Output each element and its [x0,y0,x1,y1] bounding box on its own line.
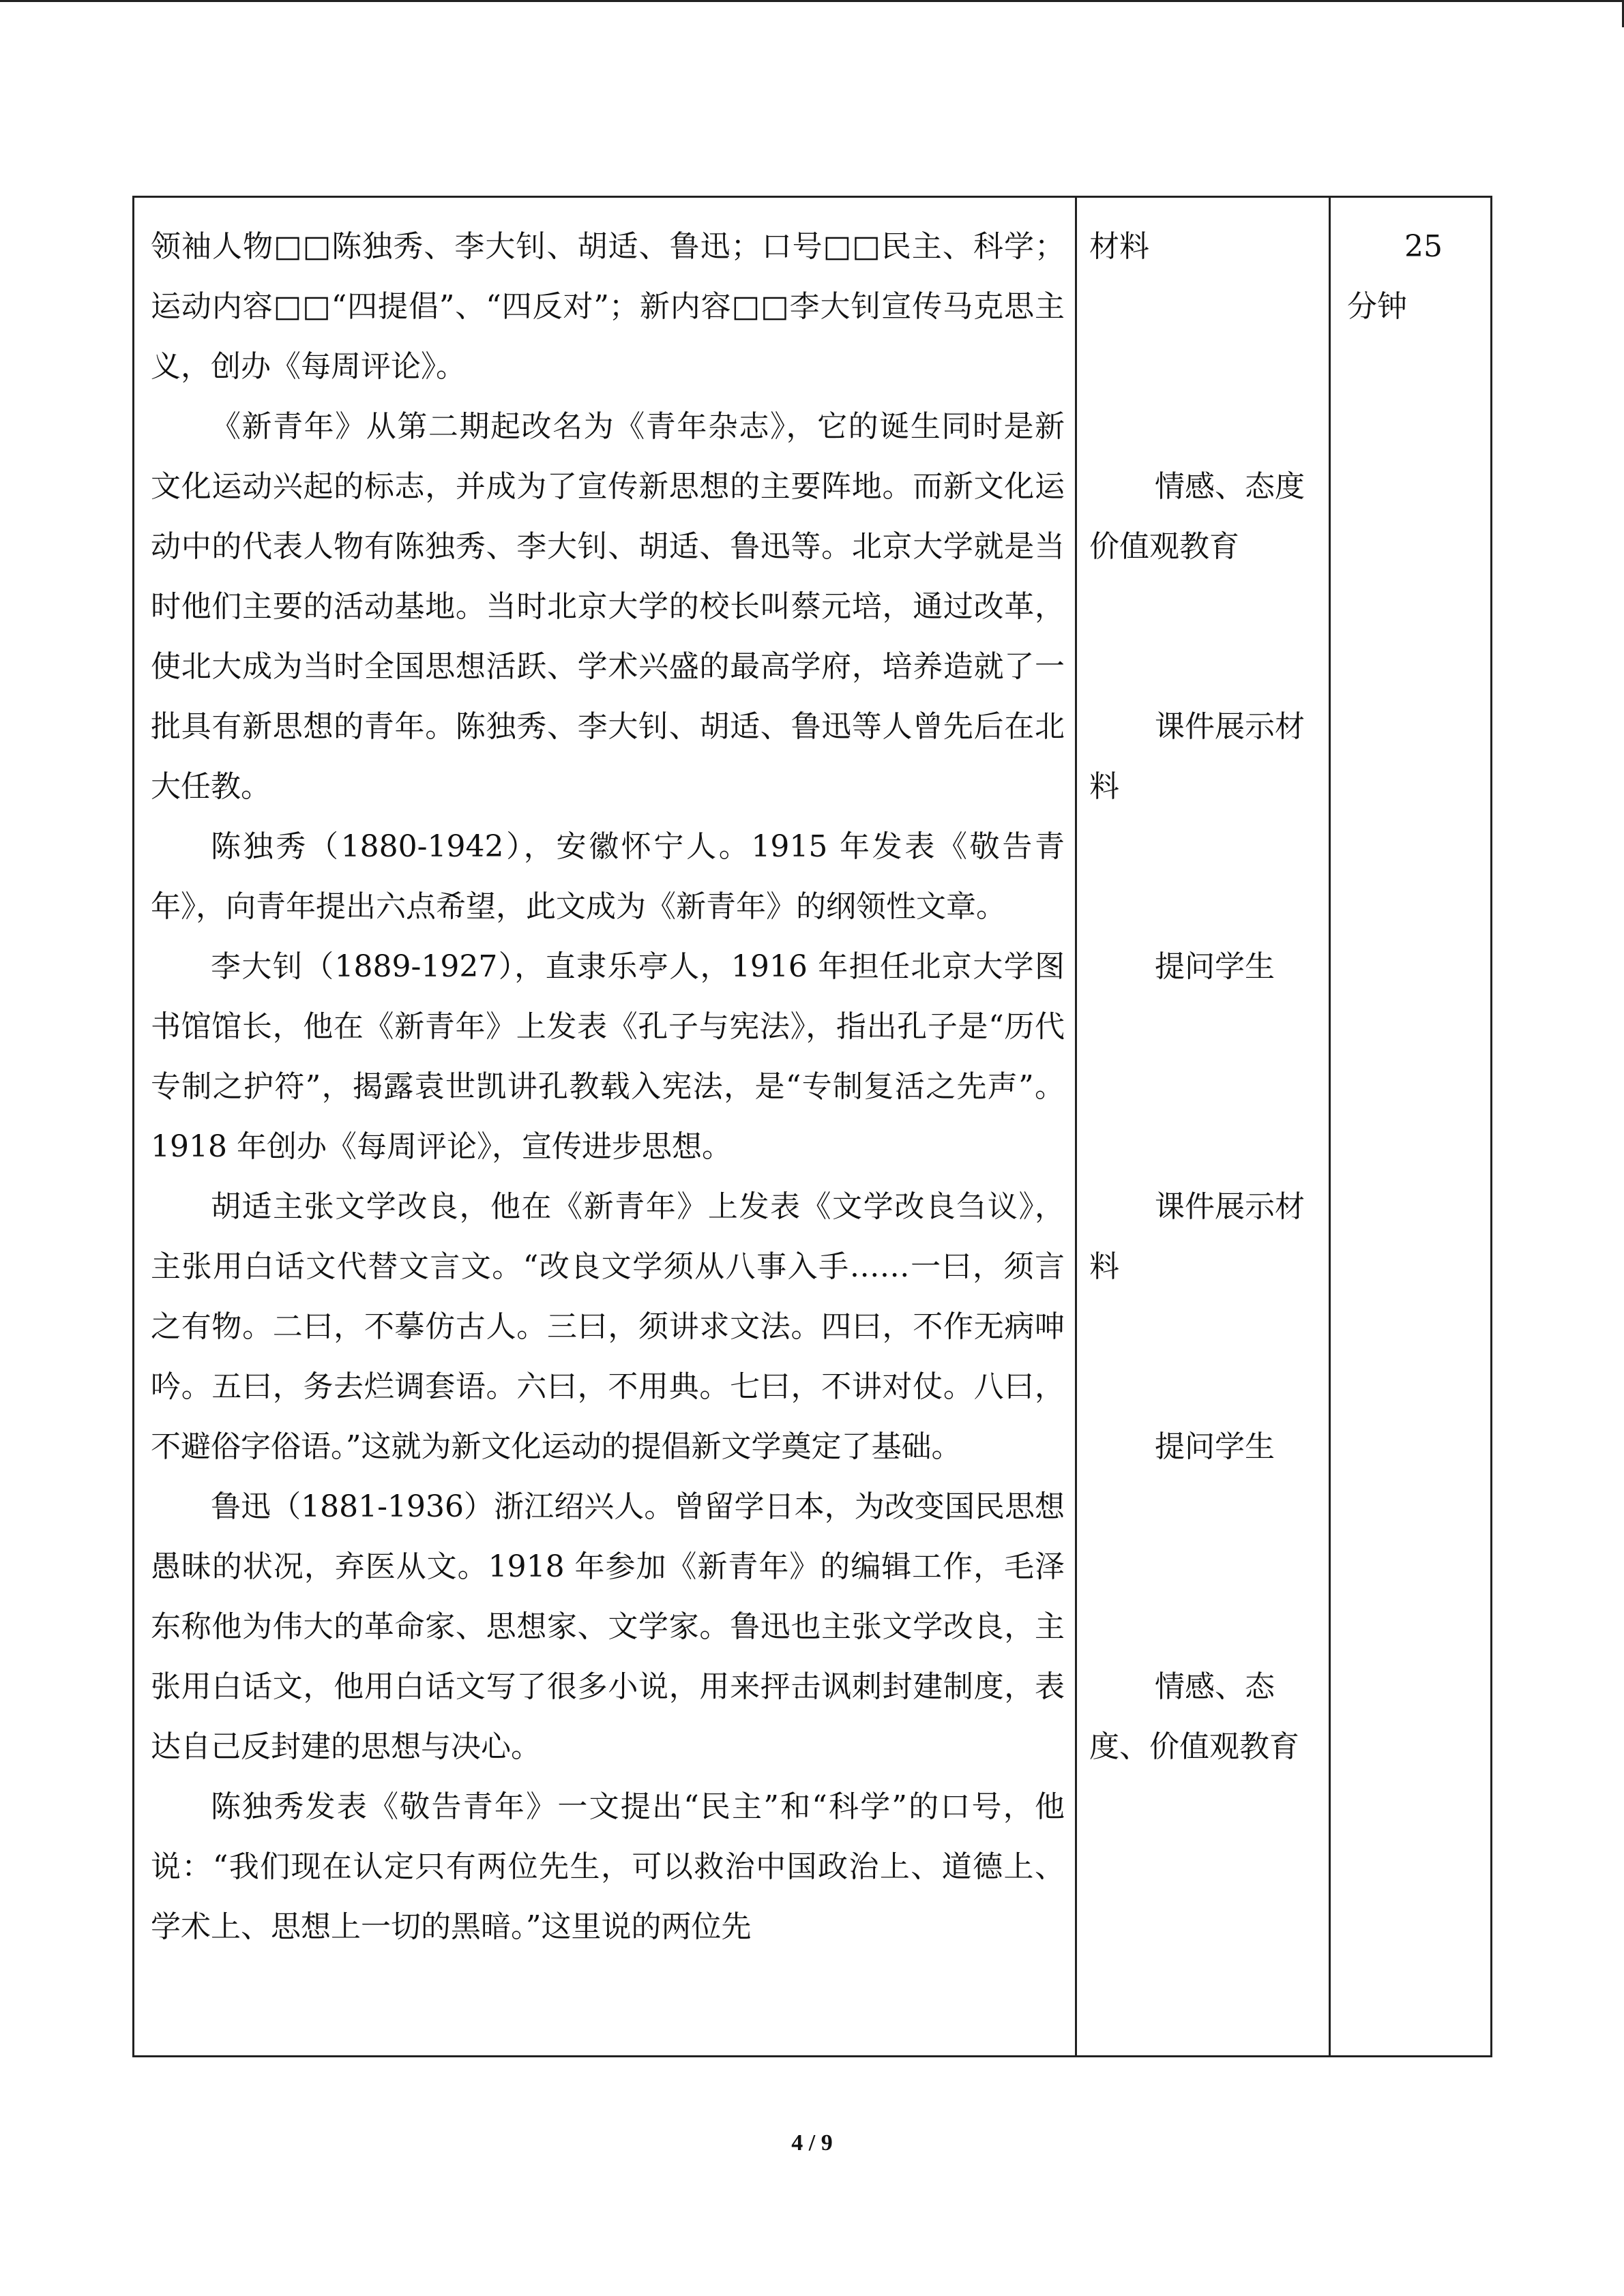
content-paragraph: 鲁迅（1881-1936）浙江绍兴人。曾留学日本，为改变国民思想愚昧的状况，弃医从文。1918 年参加《新青年》的编辑工作，毛泽东称他为伟大的革命家、思想家、文学家。鲁迅也主张文学改良，主张用白话文，他用白话文写了很多小说，用来抨击讽刺封建制度，表达自己反封建的思想与决心。 [151,1489,1065,1764]
column-divider [1329,198,1331,2055]
column-divider [1075,198,1077,2055]
content-paragraph: 陈独秀（1880-1942），安徽怀宁人。1915 年发表《敬告青年》，向青年提出六点希望，此文成为《新青年》的纲领性文章。 [151,829,1065,924]
method-note: 提问学生 [1155,1429,1275,1464]
method-note: 课件展示材料 [1089,1189,1305,1284]
content-paragraph: 《新青年》从第二期起改名为《青年杂志》，它的诞生同时是新文化运动兴起的标志，并成为了宣传新思想的主要阵地。而新文化运动中的代表人物有陈独秀、李大钊、胡适、鲁迅等。北京大学就是当时他们主要的活动基地。当时北京大学的校长叫蔡元培，通过改革，使北大成为当时全国思想活跃、学术兴盛的最高学府，培养造就了一批具有新思想的青年。陈独秀、李大钊、胡适、鲁迅等人曾先后在北大任教。 [151,409,1065,804]
content-paragraph: 领袖人物□□陈独秀、李大钊、胡适、鲁迅；口号□□民主、科学；运动内容□□“四提倡”、“四反对”；新内容□□李大钊宣传马克思主义，创办《每周评论》。 [151,229,1065,384]
method-note: 情感、态度、价值观教育 [1089,1669,1299,1764]
content-paragraph: 李大钊（1889-1927），直隶乐亭人，1916 年担任北京大学图书馆馆长，他在《新青年》上发表《孔子与宪法》，指出孔子是“历代专制之护符”，揭露袁世凯讲孔教载入宪法，是“专制复活之先声”。1918 年创办《每周评论》，宣传进步思想。 [151,949,1065,1164]
method-note: 材料 [1089,229,1149,264]
method-note: 提问学生 [1155,949,1275,984]
time-number: 25 [1404,229,1443,264]
page-number: 4 / 9 [791,2130,833,2156]
page-top-border [0,0,1624,2]
method-note: 情感、态度价值观教育 [1089,469,1305,564]
method-note: 课件展示材料 [1089,709,1305,804]
content-paragraph: 陈独秀发表《敬告青年》一文提出“民主”和“科学”的口号，他说：“我们现在认定只有两位先生，可以救治中国政治上、道德上、学术上、思想上一切的黑暗。”这里说的两位先 [151,1789,1065,1944]
time-unit: 分钟 [1347,289,1407,324]
content-paragraph: 胡适主张文学改良，他在《新青年》上发表《文学改良刍议》，主张用白话文代替文言文。“改良文学须从八事入手……一曰，须言之有物。二曰，不摹仿古人。三曰，须讲求文法。四曰，不作无病呻吟。五曰，务去烂调套语。六曰，不用典。七曰，不讲对仗。八曰，不避俗字俗语。”这就为新文化运动的提倡新文学奠定了基础。 [151,1189,1065,1464]
time-column [1347,217,1483,337]
lesson-table [132,196,1492,2057]
content-column [151,217,1065,1957]
